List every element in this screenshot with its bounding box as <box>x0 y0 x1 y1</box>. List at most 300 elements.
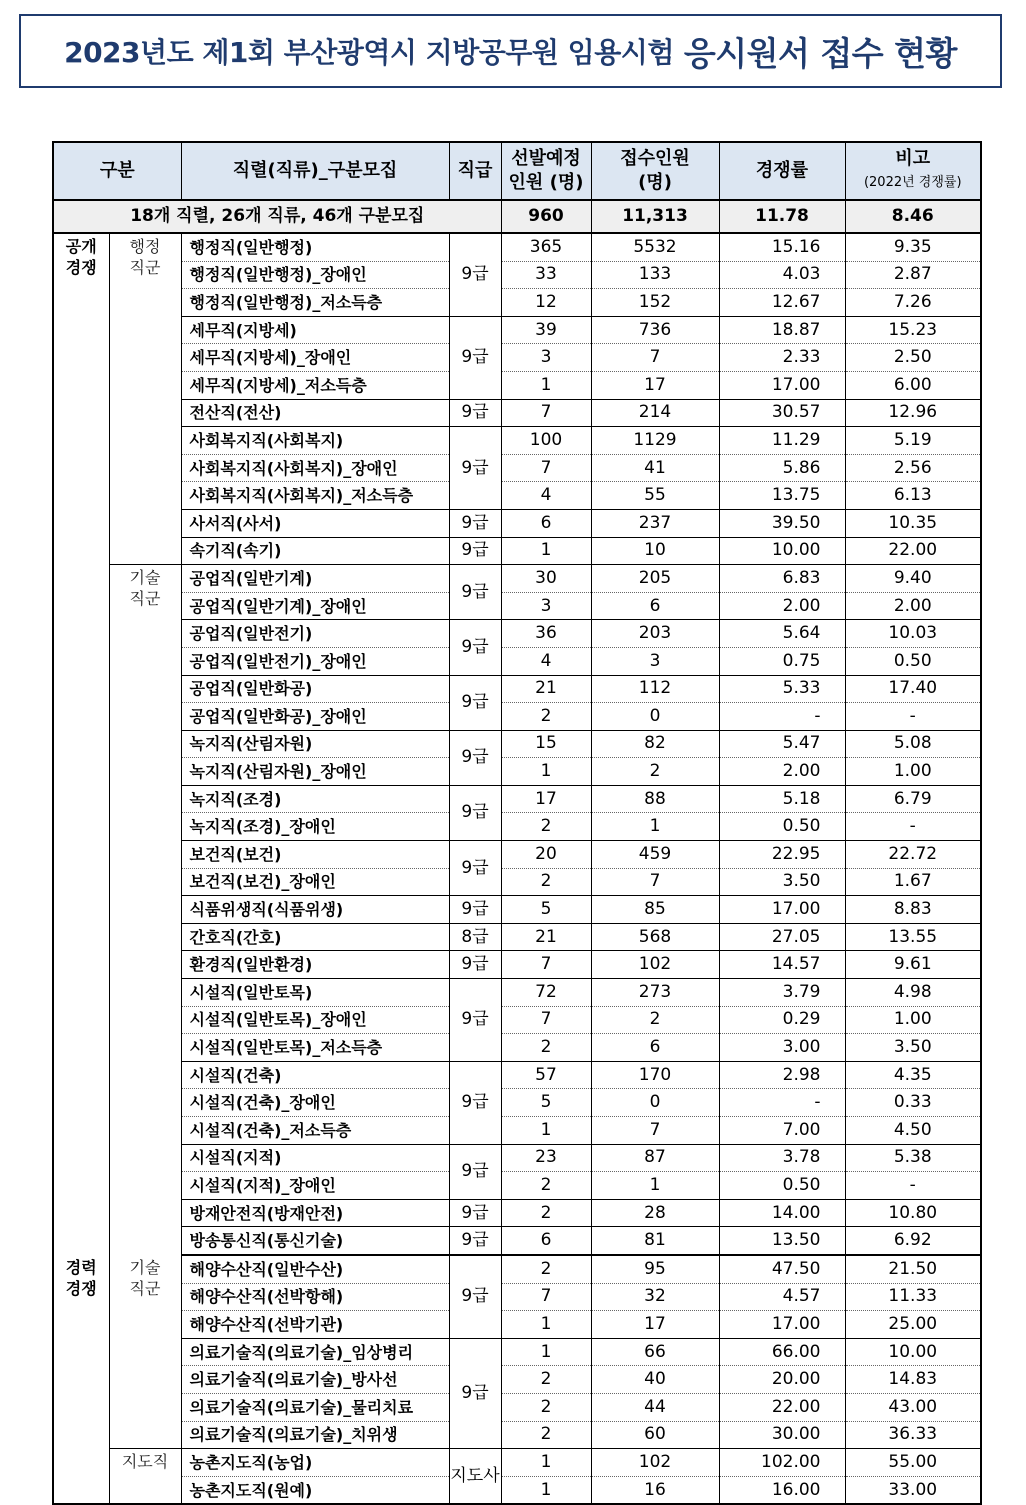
planned-cell: 15 <box>501 730 591 758</box>
series-name: 농촌지도직(원예) <box>181 1476 449 1504</box>
series-name: 보건직(보건)_장애인 <box>181 868 449 896</box>
rate-cell: 12.67 <box>719 289 845 317</box>
table-row <box>53 1061 981 1089</box>
subgroup-label-line2: 직군 <box>129 258 161 277</box>
table-row <box>53 868 981 896</box>
subgroup-label-line1: 지도직 <box>121 1452 169 1472</box>
applicants-cell: 44 <box>591 1393 719 1421</box>
header-planned <box>501 142 591 200</box>
grade-cell: 9급 <box>449 675 501 730</box>
prev-rate-cell: 5.38 <box>845 1144 981 1172</box>
rate-cell: 4.03 <box>719 261 845 289</box>
planned-cell: 2 <box>501 1421 591 1449</box>
section-label-line1: 공개 <box>65 237 97 256</box>
rate-cell: 0.75 <box>719 647 845 675</box>
applicants-cell: 0 <box>591 1089 719 1117</box>
planned-cell: 21 <box>501 675 591 703</box>
planned-cell: 2 <box>501 1393 591 1421</box>
series-name: 세무직(지방세)_저소득층 <box>181 371 449 399</box>
prev-rate-cell: 0.33 <box>845 1089 981 1117</box>
rate-cell: 4.57 <box>719 1283 845 1311</box>
table-row <box>53 620 981 648</box>
rate-cell: 66.00 <box>719 1338 845 1366</box>
total-planned: 960 <box>501 200 591 233</box>
grade-cell: 9급 <box>449 316 501 399</box>
prev-rate-cell: 10.00 <box>845 1338 981 1366</box>
prev-rate-cell: 10.35 <box>845 509 981 537</box>
applicants-cell: 10 <box>591 537 719 565</box>
planned-cell: 7 <box>501 951 591 979</box>
series-name: 사회복지직(사회복지) <box>181 427 449 455</box>
applicants-cell: 2 <box>591 758 719 786</box>
series-name: 녹지직(산림자원)_장애인 <box>181 758 449 786</box>
table-row <box>53 1172 981 1200</box>
applicants-cell: 1 <box>591 813 719 841</box>
table-row <box>53 1006 981 1034</box>
prev-rate-cell: 9.40 <box>845 565 981 593</box>
table-row <box>53 482 981 510</box>
table-row <box>53 703 981 731</box>
prev-rate-cell: 4.50 <box>845 1117 981 1145</box>
series-name: 세무직(지방세) <box>181 316 449 344</box>
prev-rate-cell: 25.00 <box>845 1311 981 1339</box>
header-row <box>53 142 981 200</box>
planned-cell: 4 <box>501 647 591 675</box>
rate-cell: 0.50 <box>719 813 845 841</box>
table-row <box>53 1311 981 1339</box>
rate-cell: 3.50 <box>719 868 845 896</box>
planned-cell: 1 <box>501 758 591 786</box>
table-row <box>53 399 981 427</box>
planned-cell: 2 <box>501 1199 591 1227</box>
planned-cell: 4 <box>501 482 591 510</box>
prev-rate-cell: 2.87 <box>845 261 981 289</box>
series-name: 속기직(속기) <box>181 537 449 565</box>
rate-cell: 11.29 <box>719 427 845 455</box>
rate-cell: 2.33 <box>719 344 845 372</box>
applicants-cell: 41 <box>591 454 719 482</box>
planned-cell: 2 <box>501 1172 591 1200</box>
page-title: 2023년도 제1회 부산광역시 지방공무원 임용시험 <box>64 36 674 69</box>
table-row <box>53 1283 981 1311</box>
prev-rate-cell: 21.50 <box>845 1255 981 1283</box>
prev-rate-cell: 11.33 <box>845 1283 981 1311</box>
prev-rate-cell: 1.00 <box>845 1006 981 1034</box>
series-name: 간호직(간호) <box>181 923 449 951</box>
applicants-cell: 6 <box>591 592 719 620</box>
series-name: 의료기술직(의료기술)_물리치료 <box>181 1393 449 1421</box>
planned-cell: 2 <box>501 813 591 841</box>
series-name: 녹지직(조경) <box>181 785 449 813</box>
prev-rate-cell: 5.19 <box>845 427 981 455</box>
planned-cell: 21 <box>501 923 591 951</box>
rate-cell: 10.00 <box>719 537 845 565</box>
rate-cell: 0.29 <box>719 1006 845 1034</box>
prev-rate-cell: 36.33 <box>845 1421 981 1449</box>
table-row <box>53 1117 981 1145</box>
series-name: 녹지직(조경)_장애인 <box>181 813 449 841</box>
applicants-cell: 55 <box>591 482 719 510</box>
application-status-table <box>52 141 982 1505</box>
prev-rate-cell: 17.40 <box>845 675 981 703</box>
table-row <box>53 979 981 1007</box>
total-prev: 8.46 <box>845 200 981 233</box>
table-row <box>53 1227 981 1255</box>
grade-cell: 9급 <box>449 841 501 896</box>
subgroup-label <box>109 233 181 565</box>
total-label: 18개 직렬, 26개 직류, 46개 구분모집 <box>53 200 501 233</box>
table-row <box>53 1366 981 1394</box>
header-series: 직렬(직류)_구분모집 <box>181 142 449 200</box>
applicants-cell: 7 <box>591 868 719 896</box>
grade-cell: 9급 <box>449 951 501 979</box>
planned-cell: 100 <box>501 427 591 455</box>
rate-cell: 17.00 <box>719 371 845 399</box>
applicants-cell: 736 <box>591 316 719 344</box>
grade-cell: 9급 <box>449 427 501 510</box>
planned-cell: 2 <box>501 868 591 896</box>
rate-cell: 39.50 <box>719 509 845 537</box>
applicants-cell: 7 <box>591 344 719 372</box>
applicants-cell: 82 <box>591 730 719 758</box>
series-name: 보건직(보건) <box>181 841 449 869</box>
prev-rate-cell: 6.00 <box>845 371 981 399</box>
table-row <box>53 730 981 758</box>
series-name: 시설직(건축)_장애인 <box>181 1089 449 1117</box>
applicants-cell: 16 <box>591 1476 719 1504</box>
table-row <box>53 785 981 813</box>
planned-cell: 23 <box>501 1144 591 1172</box>
table-row <box>53 896 981 924</box>
series-name: 의료기술직(의료기술)_치위생 <box>181 1421 449 1449</box>
header-applicants-line2: (명) <box>638 172 672 193</box>
prev-rate-cell: 6.79 <box>845 785 981 813</box>
prev-rate-cell: 43.00 <box>845 1393 981 1421</box>
prev-rate-cell: 4.98 <box>845 979 981 1007</box>
header-note <box>845 142 981 200</box>
grade-cell: 9급 <box>449 233 501 316</box>
prev-rate-cell: 1.67 <box>845 868 981 896</box>
planned-cell: 33 <box>501 261 591 289</box>
series-name: 방송통신직(통신기술) <box>181 1227 449 1255</box>
table-row <box>53 1199 981 1227</box>
planned-cell: 7 <box>501 399 591 427</box>
prev-rate-cell: 2.56 <box>845 454 981 482</box>
prev-rate-cell: 2.00 <box>845 592 981 620</box>
planned-cell: 2 <box>501 1034 591 1062</box>
rate-cell: 13.50 <box>719 1227 845 1255</box>
applicants-cell: 88 <box>591 785 719 813</box>
rate-cell: 15.16 <box>719 233 845 261</box>
rate-cell: 6.83 <box>719 565 845 593</box>
rate-cell: 0.50 <box>719 1172 845 1200</box>
planned-cell: 2 <box>501 1366 591 1394</box>
grade-cell: 9급 <box>449 1227 501 1255</box>
series-name: 공업직(일반화공) <box>181 675 449 703</box>
planned-cell: 7 <box>501 454 591 482</box>
planned-cell: 12 <box>501 289 591 317</box>
table-row <box>53 261 981 289</box>
applicants-cell: 237 <box>591 509 719 537</box>
series-name: 세무직(지방세)_장애인 <box>181 344 449 372</box>
planned-cell: 30 <box>501 565 591 593</box>
series-name: 녹지직(산림자원) <box>181 730 449 758</box>
series-name: 의료기술직(의료기술)_임상병리 <box>181 1338 449 1366</box>
series-name: 방재안전직(방재안전) <box>181 1199 449 1227</box>
prev-rate-cell: - <box>845 813 981 841</box>
planned-cell: 1 <box>501 1449 591 1477</box>
series-name: 농촌지도직(농업) <box>181 1449 449 1477</box>
subgroup-label <box>109 565 181 1255</box>
page-title-emphasis: 응시원서 접수 현황 <box>683 33 957 73</box>
grade-cell: 9급 <box>449 399 501 427</box>
applicants-cell: 0 <box>591 703 719 731</box>
planned-cell: 39 <box>501 316 591 344</box>
planned-cell: 5 <box>501 1089 591 1117</box>
grade-cell: 9급 <box>449 1199 501 1227</box>
applicants-cell: 40 <box>591 1366 719 1394</box>
planned-cell: 6 <box>501 1227 591 1255</box>
table-row <box>53 1449 981 1477</box>
table-row <box>53 813 981 841</box>
rate-cell: 16.00 <box>719 1476 845 1504</box>
planned-cell: 365 <box>501 233 591 261</box>
series-name: 공업직(일반전기) <box>181 620 449 648</box>
planned-cell: 1 <box>501 371 591 399</box>
prev-rate-cell: 33.00 <box>845 1476 981 1504</box>
applicants-cell: 5532 <box>591 233 719 261</box>
planned-cell: 7 <box>501 1006 591 1034</box>
total-row <box>53 200 981 233</box>
series-name: 행정직(일반행정) <box>181 233 449 261</box>
planned-cell: 36 <box>501 620 591 648</box>
applicants-cell: 102 <box>591 951 719 979</box>
subgroup-label-line1: 기술 <box>129 1257 161 1277</box>
table-row <box>53 454 981 482</box>
rate-cell: 17.00 <box>719 896 845 924</box>
table-row <box>53 951 981 979</box>
planned-cell: 1 <box>501 1117 591 1145</box>
rate-cell: - <box>719 703 845 731</box>
series-name: 시설직(일반토목)_장애인 <box>181 1006 449 1034</box>
prev-rate-cell: 10.80 <box>845 1199 981 1227</box>
series-name: 시설직(지적) <box>181 1144 449 1172</box>
prev-rate-cell: 10.03 <box>845 620 981 648</box>
applicants-cell: 7 <box>591 1117 719 1145</box>
prev-rate-cell: 22.00 <box>845 537 981 565</box>
prev-rate-cell: 55.00 <box>845 1449 981 1477</box>
applicants-cell: 17 <box>591 1311 719 1339</box>
subgroup-label-line2: 직군 <box>129 1278 161 1298</box>
series-name: 식품위생직(식품위생) <box>181 896 449 924</box>
applicants-cell: 60 <box>591 1421 719 1449</box>
table-row <box>53 427 981 455</box>
prev-rate-cell: 14.83 <box>845 1366 981 1394</box>
grade-cell: 9급 <box>449 509 501 537</box>
series-name: 행정직(일반행정)_저소득층 <box>181 289 449 317</box>
grade-cell: 8급 <box>449 923 501 951</box>
subgroup-label-line2: 직군 <box>129 589 161 609</box>
table-row <box>53 1393 981 1421</box>
applicants-cell: 152 <box>591 289 719 317</box>
prev-rate-cell: 0.50 <box>845 647 981 675</box>
table-row <box>53 1144 981 1172</box>
applicants-cell: 2 <box>591 1006 719 1034</box>
series-name: 시설직(지적)_장애인 <box>181 1172 449 1200</box>
grade-cell: 9급 <box>449 730 501 785</box>
grade-cell: 9급 <box>449 1144 501 1199</box>
grade-cell: 9급 <box>449 896 501 924</box>
applicants-cell: 1 <box>591 1172 719 1200</box>
rate-cell: 14.57 <box>719 951 845 979</box>
applicants-cell: 6 <box>591 1034 719 1062</box>
prev-rate-cell: 22.72 <box>845 841 981 869</box>
subgroup-label <box>109 1255 181 1449</box>
planned-cell: 3 <box>501 344 591 372</box>
rate-cell: 47.50 <box>719 1255 845 1283</box>
rate-cell: 3.79 <box>719 979 845 1007</box>
table-row <box>53 1034 981 1062</box>
series-name: 시설직(일반토목) <box>181 979 449 1007</box>
prev-rate-cell: 2.50 <box>845 344 981 372</box>
table-row <box>53 509 981 537</box>
series-name: 사회복지직(사회복지)_장애인 <box>181 454 449 482</box>
header-note-line1: 비고 <box>895 148 931 169</box>
planned-cell: 57 <box>501 1061 591 1089</box>
rate-cell: 7.00 <box>719 1117 845 1145</box>
rate-cell: 5.64 <box>719 620 845 648</box>
table-row <box>53 647 981 675</box>
applicants-cell: 95 <box>591 1255 719 1283</box>
table-row <box>53 316 981 344</box>
rate-cell: 22.95 <box>719 841 845 869</box>
prev-rate-cell: 8.83 <box>845 896 981 924</box>
prev-rate-cell: 5.08 <box>845 730 981 758</box>
section-label <box>53 1255 109 1504</box>
planned-cell: 1 <box>501 1476 591 1504</box>
planned-cell: 1 <box>501 537 591 565</box>
rate-cell: 3.00 <box>719 1034 845 1062</box>
planned-cell: 7 <box>501 1283 591 1311</box>
table-row <box>53 841 981 869</box>
table-row <box>53 675 981 703</box>
applicants-cell: 1129 <box>591 427 719 455</box>
planned-cell: 5 <box>501 896 591 924</box>
applicants-cell: 568 <box>591 923 719 951</box>
prev-rate-cell: 1.00 <box>845 758 981 786</box>
rate-cell: 5.18 <box>719 785 845 813</box>
grade-cell: 9급 <box>449 565 501 620</box>
table-row <box>53 592 981 620</box>
applicants-cell: 28 <box>591 1199 719 1227</box>
header-category: 구분 <box>53 142 181 200</box>
series-name: 해양수산직(일반수산) <box>181 1255 449 1283</box>
prev-rate-cell: - <box>845 703 981 731</box>
series-name: 환경직(일반환경) <box>181 951 449 979</box>
title-banner <box>19 14 1002 88</box>
rate-cell: 14.00 <box>719 1199 845 1227</box>
series-name: 해양수산직(선박기관) <box>181 1311 449 1339</box>
table-row <box>53 1089 981 1117</box>
series-name: 시설직(일반토목)_저소득층 <box>181 1034 449 1062</box>
prev-rate-cell: 4.35 <box>845 1061 981 1089</box>
series-name: 사회복지직(사회복지)_저소득층 <box>181 482 449 510</box>
applicants-cell: 170 <box>591 1061 719 1089</box>
header-note-line2: (2022년 경쟁률) <box>863 175 962 190</box>
rate-cell: 2.98 <box>719 1061 845 1089</box>
planned-cell: 72 <box>501 979 591 1007</box>
applicants-cell: 81 <box>591 1227 719 1255</box>
subgroup-label-line1: 기술 <box>129 568 161 588</box>
rate-cell: - <box>719 1089 845 1117</box>
subgroup-label <box>109 1449 181 1505</box>
planned-cell: 2 <box>501 703 591 731</box>
series-name: 행정직(일반행정)_장애인 <box>181 261 449 289</box>
section-label <box>53 233 109 1255</box>
header-applicants <box>591 142 719 200</box>
grade-cell: 9급 <box>449 785 501 840</box>
series-name: 공업직(일반기계) <box>181 565 449 593</box>
table-row <box>53 565 981 593</box>
prev-rate-cell: 12.96 <box>845 399 981 427</box>
applicants-cell: 133 <box>591 261 719 289</box>
applicants-cell: 112 <box>591 675 719 703</box>
table-row <box>53 1421 981 1449</box>
prev-rate-cell: 15.23 <box>845 316 981 344</box>
applicants-cell: 85 <box>591 896 719 924</box>
rate-cell: 18.87 <box>719 316 845 344</box>
rate-cell: 30.57 <box>719 399 845 427</box>
table-row <box>53 537 981 565</box>
table-row <box>53 758 981 786</box>
prev-rate-cell: 9.35 <box>845 233 981 261</box>
applicants-cell: 203 <box>591 620 719 648</box>
series-name: 공업직(일반전기)_장애인 <box>181 647 449 675</box>
applicants-cell: 32 <box>591 1283 719 1311</box>
applicants-cell: 3 <box>591 647 719 675</box>
rate-cell: 13.75 <box>719 482 845 510</box>
prev-rate-cell: 9.61 <box>845 951 981 979</box>
table-row <box>53 1255 981 1283</box>
applicants-cell: 273 <box>591 979 719 1007</box>
grade-cell: 9급 <box>449 1255 501 1338</box>
prev-rate-cell: 13.55 <box>845 923 981 951</box>
table-row <box>53 289 981 317</box>
prev-rate-cell: 7.26 <box>845 289 981 317</box>
planned-cell: 1 <box>501 1311 591 1339</box>
planned-cell: 6 <box>501 509 591 537</box>
rate-cell: 22.00 <box>719 1393 845 1421</box>
table-row <box>53 923 981 951</box>
applicants-cell: 459 <box>591 841 719 869</box>
rate-cell: 2.00 <box>719 758 845 786</box>
series-name: 시설직(건축)_저소득층 <box>181 1117 449 1145</box>
series-name: 공업직(일반화공)_장애인 <box>181 703 449 731</box>
rate-cell: 102.00 <box>719 1449 845 1477</box>
rate-cell: 17.00 <box>719 1311 845 1339</box>
planned-cell: 1 <box>501 1338 591 1366</box>
rate-cell: 5.33 <box>719 675 845 703</box>
subgroup-label-line1: 행정 <box>129 237 161 256</box>
prev-rate-cell: 6.92 <box>845 1227 981 1255</box>
planned-cell: 3 <box>501 592 591 620</box>
table-row <box>53 233 981 261</box>
series-name: 사서직(사서) <box>181 509 449 537</box>
header-planned-line2: 인원 (명) <box>508 172 584 193</box>
rate-cell: 5.86 <box>719 454 845 482</box>
grade-cell: 지도사 <box>449 1449 501 1505</box>
prev-rate-cell: 3.50 <box>845 1034 981 1062</box>
